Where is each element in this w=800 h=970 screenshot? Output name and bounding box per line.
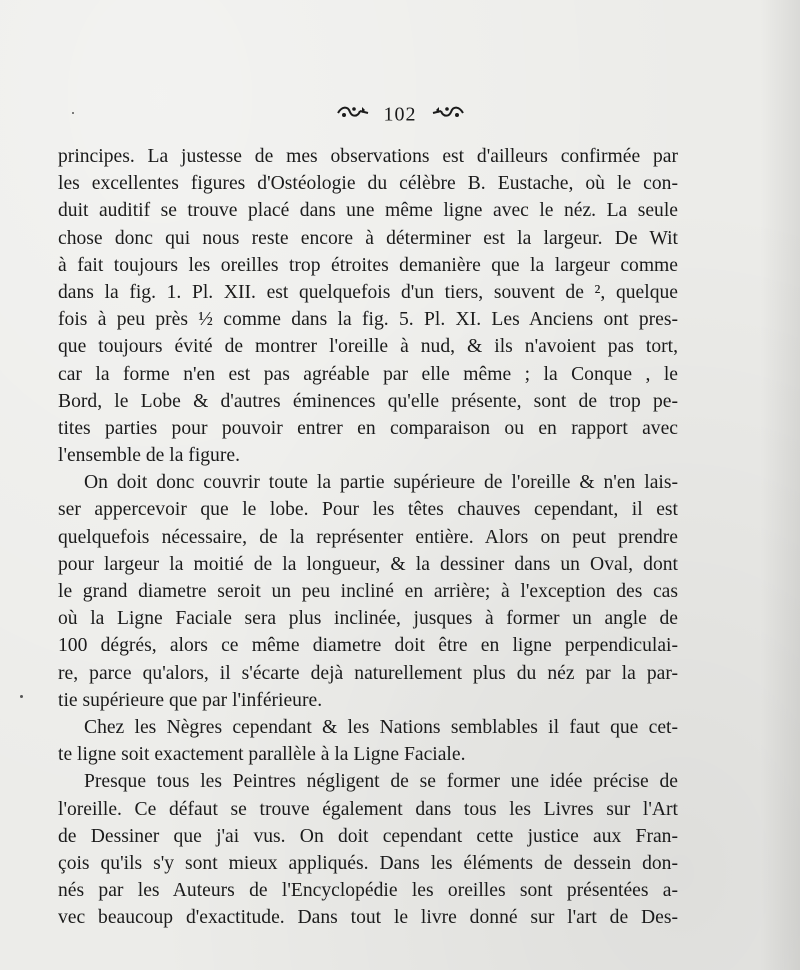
text-line: chose donc qui nous reste encore à déterminer est la largeur. De Wit	[58, 227, 678, 249]
left-ornament-icon	[336, 99, 370, 129]
text-line: les excellentes figures d'Ostéologie du célèbre B. Eustache, où le con-	[58, 173, 678, 195]
text-line: 100 dégrés, alors ce même diametre doit être en ligne perpendiculai-	[58, 635, 678, 657]
text-line: çois qu'ils s'y sont mieux appliqués. Dans les éléments de dessein don-	[58, 852, 678, 874]
text-line: re, parce qu'alors, il s'écarte dejà naturellement plus du néz par la par-	[58, 662, 678, 684]
right-ornament-icon	[431, 99, 465, 129]
running-header	[0, 98, 800, 129]
paper-speck	[20, 695, 23, 698]
text-line: te ligne soit exactement parallèle à la Ligne Faciale.	[58, 744, 466, 766]
body-text	[58, 143, 678, 931]
page-edge-shadow	[760, 0, 800, 970]
text-line: tie supérieure que par l'inférieure.	[58, 689, 323, 711]
text-line: tites parties pour pouvoir entrer en comparaison ou en rapport avec	[58, 417, 678, 439]
text-line: fois à peu près ½ comme dans la fig. 5. Pl. XI. Les Anciens ont pres-	[58, 309, 678, 331]
text-line: quelquefois nécessaire, de la représenter entière. Alors on peut prendre	[58, 526, 678, 548]
text-line: duit auditif se trouve placé dans une même ligne avec le néz. La seule	[58, 200, 678, 222]
text-line: pour largeur la moitié de la longueur, & la dessiner dans un Oval, dont	[58, 553, 678, 575]
text-line: Chez les Nègres cependant & les Nations semblables il faut que cet-	[84, 716, 678, 738]
text-line: nés par les Auteurs de l'Encyclopédie les oreilles sont présentées a-	[58, 880, 678, 902]
text-line: dans la fig. 1. Pl. XII. est quelquefois d'un tiers, souvent de ², quelque	[58, 281, 678, 303]
text-line: le grand diametre seroit un peu incliné en arrière; à l'exception des cas	[58, 581, 678, 602]
text-line: l'ensemble de la figure.	[58, 445, 240, 467]
page-number: 102	[383, 103, 417, 126]
text-line: principes. La justesse de mes observations est d'ailleurs confirmée par	[58, 146, 678, 167]
paper-speck	[72, 112, 74, 114]
text-line: où la Ligne Faciale sera plus inclinée, jusques à former un angle de	[58, 608, 678, 630]
text-line: ser appercevoir que le lobe. Pour les têtes chauves cependant, il est	[58, 499, 678, 521]
text-line: vec beaucoup d'exactitude. Dans tout le livre donné sur l'art de Des-	[58, 907, 678, 929]
text-line: car la forme n'en est pas agréable par elle même ; la Conque , le	[58, 363, 678, 385]
text-line: à fait toujours les oreilles trop étroites demanière que la largeur comme	[58, 254, 678, 276]
text-line: Presque tous les Peintres négligent de se former une idée précise de	[84, 771, 678, 793]
text-line: de Dessiner que j'ai vus. On doit cependant cette justice aux Fran-	[58, 825, 678, 847]
text-line: que toujours évité de montrer l'oreille à nud, & ils n'avoient pas tort,	[58, 336, 678, 358]
text-line: l'oreille. Ce défaut se trouve également dans tous les Livres sur l'Art	[58, 798, 678, 820]
text-line: Bord, le Lobe & d'autres éminences qu'elle présente, sont de trop pe-	[58, 390, 678, 412]
text-line: On doit donc couvrir toute la partie supérieure de l'oreille & n'en lais-	[84, 472, 678, 494]
